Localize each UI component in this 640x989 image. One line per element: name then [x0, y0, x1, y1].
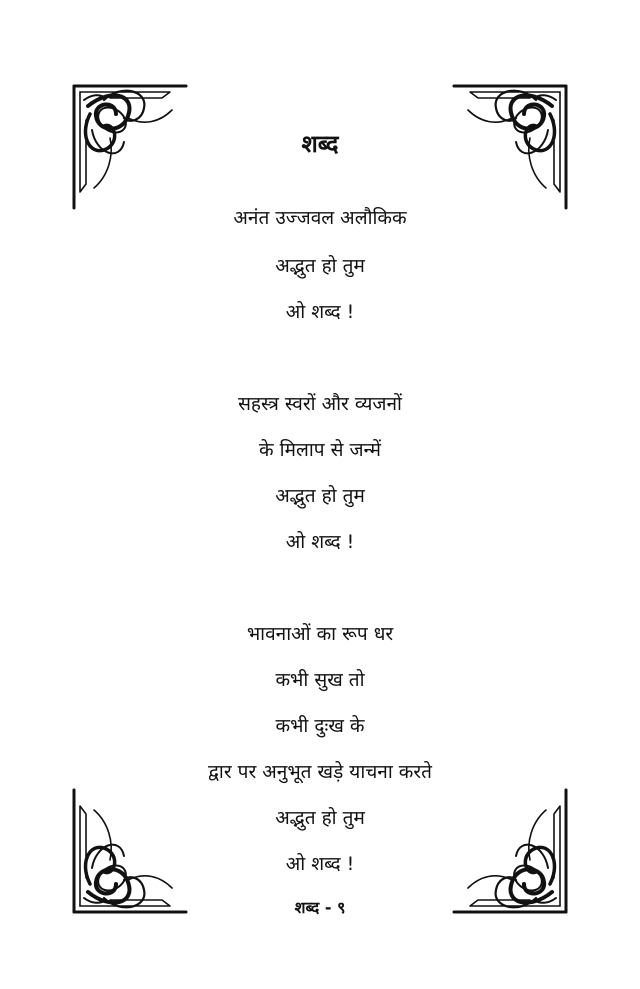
poem-line: ओ शब्द !	[285, 531, 355, 553]
poem-title: शब्द	[301, 130, 339, 158]
poem-line: सहस्त्र स्वरों और व्यजनों	[238, 393, 402, 415]
poem-line: ओ शब्द !	[285, 301, 355, 323]
poem-line: ओ शब्द !	[285, 853, 355, 875]
poem-line: अद्भुत हो तुम	[275, 485, 365, 507]
poem-line: के मिलाप से जन्में	[259, 439, 381, 461]
poem-line: भावनाओं का रूप धर	[246, 623, 394, 645]
poem-line: कभी सुख तो	[275, 669, 365, 691]
poem-line: द्वार पर अनुभूत खड़े याचना करते	[208, 761, 432, 783]
poem-line: अद्भुत हो तुम	[275, 807, 365, 829]
poem-line: अनंत उज्जवल अलौकिक	[233, 207, 407, 229]
poem-line: अद्भुत हो तुम	[275, 255, 365, 277]
poem-line: कभी दुःख के	[275, 715, 365, 737]
page-number-footer: शब्द - ९	[294, 898, 346, 917]
